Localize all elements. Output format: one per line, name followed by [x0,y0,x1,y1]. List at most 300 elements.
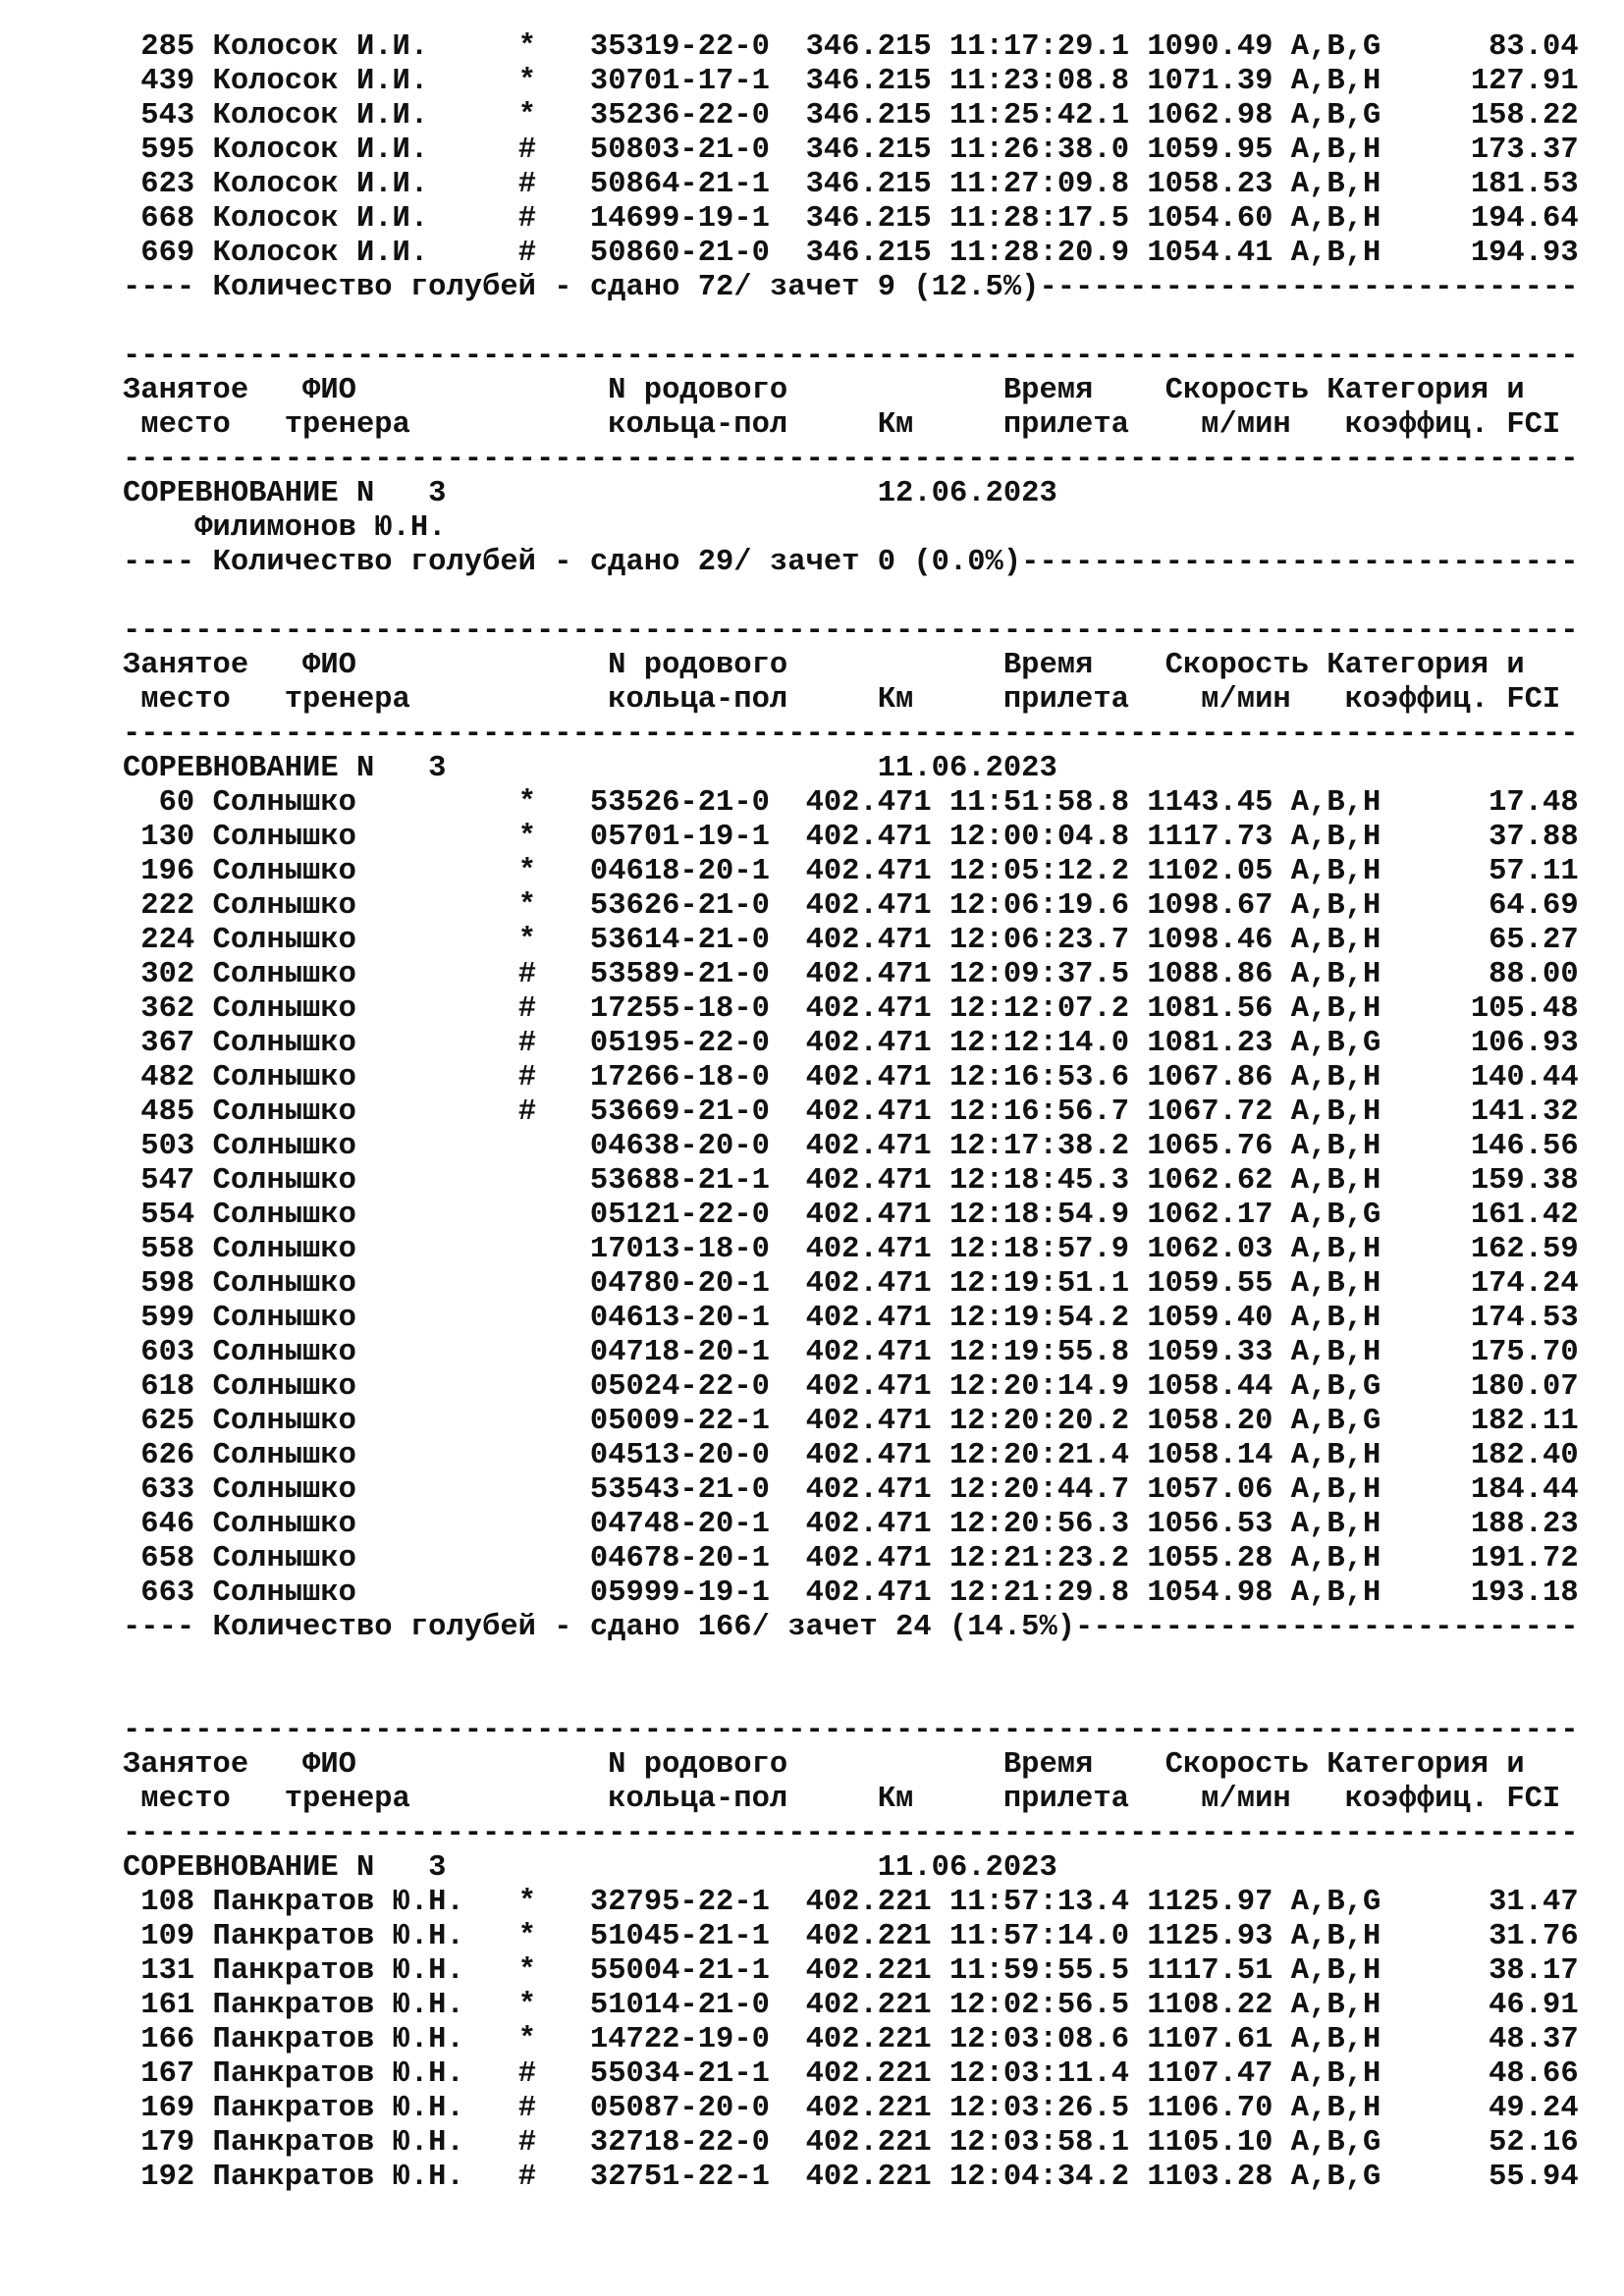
spacer [1129,1989,1147,2022]
result-row [123,821,1579,855]
trainer-cell: Колосок И.И. [212,99,518,133]
ring-cell: 04613-20-1 [589,1302,788,1335]
spacer [932,2023,949,2056]
mark-cell [518,1576,590,1610]
ring-cell: 35236-22-0 [589,99,788,133]
fci-cell: 158.22 [1470,99,1579,133]
spacer [1380,1886,1489,1919]
mark-cell [518,1405,590,1438]
mark-cell: * [517,65,590,98]
spacer [1129,2092,1147,2125]
trainer-cell: Колосок И.И. [212,168,518,201]
mark-cell: # [517,202,590,236]
spacer [1129,786,1147,820]
result-row [123,1370,1579,1405]
mark-cell [518,1130,590,1163]
km-cell: 346.215 [805,133,932,167]
km-cell: 402.221 [805,1886,932,1919]
spacer [1380,1954,1489,1988]
spacer [194,2057,212,2091]
trainer-cell: Солнышко [212,889,518,923]
category-cell: A,B,H [1290,2092,1381,2125]
spacer [932,1164,949,1198]
fci-cell: 140.44 [1470,1061,1579,1095]
trainer-cell: Солнышко [212,855,518,888]
fci-cell: 182.11 [1470,1405,1579,1438]
spacer [1272,1233,1290,1266]
spacer [932,30,949,64]
header-rule: --------------------------------------------------------------------------------- [123,443,1579,476]
fci-cell: 46.91 [1489,1989,1579,2022]
spacer [1380,1405,1471,1438]
result-row [123,1542,1579,1576]
category-cell: A,B,H [1290,1164,1381,1198]
spacer [194,1095,212,1129]
spacer [1272,889,1290,923]
spacer [787,992,805,1026]
speed-cell: 1098.46 [1147,924,1273,957]
spacer [787,237,805,270]
category-cell: A,B,G [1290,1199,1381,1232]
spacer [787,30,805,64]
result-row [123,1576,1579,1611]
category-cell: A,B,G [1290,99,1381,133]
result-row [123,237,1579,271]
competition-title: СОРЕВНОВАНИЕ N 3 [123,752,447,785]
spacer [1129,30,1147,64]
category-cell: A,B,H [1290,1576,1381,1610]
ring-cell: 32751-22-1 [589,2161,788,2194]
fci-cell: 127.91 [1470,65,1579,98]
trainer-cell: Панкратов Ю.Н. [212,1886,518,1919]
spacer [932,1576,949,1610]
speed-cell: 1062.98 [1147,99,1273,133]
category-cell: A,B,H [1290,1954,1381,1988]
speed-cell: 1107.61 [1147,2023,1273,2056]
spacer [787,2057,805,2091]
place-cell: 285 [123,30,195,64]
spacer [1380,1095,1471,1129]
trainer-cell: Колосок И.И. [212,30,518,64]
summary-line: ---- Количество голубей - сдано 72/ зачет 9 (12.5%)------------------------------ [123,271,1579,304]
km-cell: 402.471 [805,1095,932,1129]
spacer [1380,821,1489,854]
result-row [123,1989,1579,2023]
ring-cell: 04748-20-1 [589,1508,788,1541]
spacer [1272,786,1290,820]
result-row [123,1199,1579,1233]
mark-cell: * [517,889,590,923]
spacer [932,1233,949,1266]
category-cell: A,B,G [1290,2161,1381,2194]
km-cell: 402.221 [805,2161,932,2194]
km-cell: 346.215 [805,65,932,98]
spacer [932,65,949,98]
mark-cell: # [517,1095,590,1129]
spacer [1129,855,1147,888]
place-cell: 669 [123,237,195,270]
spacer [1129,2023,1147,2056]
place-cell: 646 [123,1508,195,1541]
trainer-cell: Панкратов Ю.Н. [212,2092,518,2125]
trainer-name [123,511,1579,546]
place-cell: 131 [123,1954,195,1988]
mark-cell: * [517,821,590,854]
spacer [1129,1164,1147,1198]
spacer [194,2023,212,2056]
spacer [787,1302,805,1335]
speed-cell: 1125.97 [1147,1886,1273,1919]
spacer [1272,1061,1290,1095]
spacer [194,1233,212,1266]
time-cell: 11:51:58.8 [949,786,1130,820]
fci-cell: 105.48 [1470,992,1579,1026]
category-cell: A,B,H [1290,1095,1381,1129]
place-cell: 503 [123,1130,195,1163]
place-cell: 633 [123,1473,195,1507]
spacer [1129,65,1147,98]
spacer [194,924,212,957]
trainer-cell: Солнышко [212,1370,518,1404]
mark-cell: # [517,2057,590,2091]
time-cell: 12:00:04.8 [949,821,1130,854]
km-cell: 402.221 [805,2057,932,2091]
spacer [1272,1302,1290,1335]
km-cell: 402.471 [805,1233,932,1266]
spacer [932,1095,949,1129]
spacer [1129,168,1147,201]
time-cell: 12:12:14.0 [949,1027,1130,1060]
spacer [446,477,877,510]
fci-cell: 184.44 [1470,1473,1579,1507]
fci-cell: 106.93 [1470,1027,1579,1060]
trainer-cell: Солнышко [212,1095,518,1129]
category-cell: A,B,H [1290,1061,1381,1095]
category-cell: A,B,H [1290,65,1381,98]
place-cell: 598 [123,1267,195,1301]
time-cell: 11:26:38.0 [949,133,1130,167]
trainer-cell: Солнышко [212,1130,518,1163]
trainer-cell: Солнышко [212,821,518,854]
spacer [932,821,949,854]
ring-cell: 14722-19-0 [589,2023,788,2056]
trainer-cell: Солнышко [212,1027,518,1060]
time-cell: 12:03:58.1 [949,2126,1130,2160]
ring-cell: 53543-21-0 [589,1473,788,1507]
speed-cell: 1058.14 [1147,1439,1273,1472]
result-row [123,958,1579,992]
spacer [194,202,212,236]
time-cell: 12:19:55.8 [949,1336,1130,1369]
spacer [932,1508,949,1541]
competition-line [123,477,1579,511]
results-document [123,30,1579,2195]
spacer [1272,2126,1290,2160]
speed-cell: 1056.53 [1147,1508,1273,1541]
spacer [1380,1267,1471,1301]
mark-cell [518,1267,590,1301]
speed-cell: 1062.17 [1147,1199,1273,1232]
spacer [1380,1061,1471,1095]
spacer [194,1405,212,1438]
place-cell: 482 [123,1061,195,1095]
spacer [787,1954,805,1988]
spacer [1380,1302,1471,1335]
place-cell: 547 [123,1164,195,1198]
km-cell: 402.471 [805,958,932,991]
trainer-cell: Солнышко [212,1267,518,1301]
time-cell: 12:06:23.7 [949,924,1130,957]
competition-date: 11.06.2023 [877,752,1057,785]
spacer [194,1267,212,1301]
ring-cell: 30701-17-1 [589,65,788,98]
fci-cell: 193.18 [1470,1576,1579,1610]
spacer [1129,924,1147,957]
km-cell: 402.221 [805,2126,932,2160]
km-cell: 402.471 [805,1199,932,1232]
spacer [1272,1954,1290,1988]
ring-cell: 51014-21-0 [589,1989,788,2022]
result-row [123,924,1579,958]
spacer [932,889,949,923]
result-row [123,855,1579,889]
time-cell: 11:59:55.5 [949,1954,1130,1988]
speed-cell: 1117.73 [1147,821,1273,854]
km-cell: 402.471 [805,924,932,957]
speed-cell: 1107.47 [1147,2057,1273,2091]
category-cell: A,B,H [1290,2023,1381,2056]
place-cell: 161 [123,1989,195,2022]
category-cell: A,B,H [1290,202,1381,236]
speed-cell: 1065.76 [1147,1130,1273,1163]
spacer [787,1439,805,1472]
spacer [194,1302,212,1335]
competition-date: 11.06.2023 [877,1851,1057,1885]
table-header-line2: место тренера кольца-пол Км прилета м/мин коэффиц. FCI [123,408,1561,442]
trainer-cell: Солнышко [212,1199,518,1232]
time-cell: 12:19:54.2 [949,1302,1130,1335]
km-cell: 346.215 [805,168,932,201]
result-row [123,65,1579,99]
speed-cell: 1088.86 [1147,958,1273,991]
spacer [1272,168,1290,201]
spacer [1272,65,1290,98]
spacer [194,1130,212,1163]
mark-cell: # [517,2092,590,2125]
spacer [1272,1886,1290,1919]
spacer [1380,1199,1471,1232]
ring-cell: 35319-22-0 [589,30,788,64]
place-cell: 60 [123,786,195,820]
result-row [123,2023,1579,2057]
mark-cell: # [517,168,590,201]
spacer [932,1886,949,1919]
fci-cell: 31.47 [1489,1886,1579,1919]
trainer-cell: Солнышко [212,1473,518,1507]
fci-cell: 180.07 [1470,1370,1579,1404]
spacer [194,237,212,270]
fci-cell: 57.11 [1489,855,1579,888]
time-cell: 12:06:19.6 [949,889,1130,923]
fci-cell: 88.00 [1489,958,1579,991]
spacer [932,2126,949,2160]
mark-cell: * [517,99,590,133]
spacer [194,992,212,1026]
spacer [1129,1130,1147,1163]
spacer [932,924,949,957]
km-cell: 402.471 [805,1473,932,1507]
place-cell: 603 [123,1336,195,1369]
result-row [123,1061,1579,1095]
place-cell: 663 [123,1576,195,1610]
time-cell: 11:17:29.1 [949,30,1130,64]
spacer [1129,2161,1147,2194]
place-cell: 367 [123,1027,195,1060]
time-cell: 11:25:42.1 [949,99,1130,133]
result-row [123,992,1579,1027]
blank-line [123,1645,1579,1680]
spacer [1380,1439,1471,1472]
mark-cell: * [517,786,590,820]
spacer [787,1336,805,1369]
spacer [932,1920,949,1953]
place-cell: 595 [123,133,195,167]
speed-cell: 1081.56 [1147,992,1273,1026]
spacer [1272,2161,1290,2194]
spacer [1380,99,1471,133]
ring-cell: 04678-20-1 [589,1542,788,1575]
spacer [1380,1233,1471,1266]
place-cell: 130 [123,821,195,854]
spacer [1380,1027,1471,1060]
fci-cell: 181.53 [1470,168,1579,201]
fci-cell: 31.76 [1489,1920,1579,1953]
trainer-cell: Колосок И.И. [212,202,518,236]
time-cell: 12:20:21.4 [949,1439,1130,1472]
spacer [1129,1267,1147,1301]
spacer [787,1576,805,1610]
category-cell: A,B,H [1290,237,1381,270]
place-cell: 439 [123,65,195,98]
spacer [194,1370,212,1404]
km-cell: 346.215 [805,237,932,270]
table-header-line1: Занятое ФИО N родового Время Скорость Категория и [123,374,1525,407]
ring-cell: 55034-21-1 [589,2057,788,2091]
blank-line [123,305,1579,340]
fci-cell: 174.24 [1470,1267,1579,1301]
place-cell: 558 [123,1233,195,1266]
speed-cell: 1071.39 [1147,65,1273,98]
time-cell: 12:20:14.9 [949,1370,1130,1404]
trainer-cell: Панкратов Ю.Н. [212,1954,518,1988]
mark-cell [518,1336,590,1369]
fci-cell: 48.37 [1489,2023,1579,2056]
speed-cell: 1106.70 [1147,2092,1273,2125]
km-cell: 402.471 [805,1302,932,1335]
spacer [1272,821,1290,854]
km-cell: 402.221 [805,1920,932,1953]
category-cell: A,B,H [1290,1267,1381,1301]
spacer [1129,2126,1147,2160]
competition-line [123,1851,1579,1886]
spacer [1129,1061,1147,1095]
fci-cell: 141.32 [1470,1095,1579,1129]
spacer [194,2092,212,2125]
km-cell: 402.471 [805,1061,932,1095]
km-cell: 402.471 [805,821,932,854]
spacer [1129,237,1147,270]
speed-cell: 1059.55 [1147,1267,1273,1301]
time-cell: 12:12:07.2 [949,992,1130,1026]
spacer [194,889,212,923]
place-cell: 169 [123,2092,195,2125]
speed-cell: 1062.03 [1147,1233,1273,1266]
time-cell: 12:02:56.5 [949,1989,1130,2022]
spacer [194,1576,212,1610]
speed-cell: 1081.23 [1147,1027,1273,1060]
fci-cell: 55.94 [1489,2161,1579,2194]
spacer [194,2126,212,2160]
spacer [932,1130,949,1163]
spacer [1272,1199,1290,1232]
speed-cell: 1117.51 [1147,1954,1273,1988]
mark-cell: * [517,30,590,64]
spacer [1129,1095,1147,1129]
mark-cell: # [517,237,590,270]
spacer [787,2092,805,2125]
time-cell: 11:27:09.8 [949,168,1130,201]
spacer [787,1405,805,1438]
header-rule: --------------------------------------------------------------------------------- [123,340,1579,373]
ring-cell: 04638-20-0 [589,1130,788,1163]
spacer [1129,889,1147,923]
spacer [1129,133,1147,167]
spacer [1272,30,1290,64]
spacer [932,2057,949,2091]
spacer [1272,958,1290,991]
spacer [932,1027,949,1060]
mark-cell: # [517,133,590,167]
place-cell: 224 [123,924,195,957]
speed-cell: 1105.10 [1147,2126,1273,2160]
ring-cell: 51045-21-1 [589,1920,788,1953]
spacer [932,133,949,167]
category-cell: A,B,H [1290,1473,1381,1507]
spacer [1129,1886,1147,1919]
summary-line: ---- Количество голубей - сдано 29/ зачет 0 (0.0%)------------------------------- [123,546,1579,579]
trainer-cell: Солнышко [212,1576,518,1610]
spacer [932,1061,949,1095]
trainer-cell: Солнышко [212,1508,518,1541]
speed-cell: 1055.28 [1147,1542,1273,1575]
spacer [932,1473,949,1507]
spacer [1129,1302,1147,1335]
ring-cell: 14699-19-1 [589,202,788,236]
spacer [194,65,212,98]
table-header-line2: место тренера кольца-пол Км прилета м/мин коэффиц. FCI [123,683,1561,717]
mark-cell [518,1199,590,1232]
spacer [1380,1473,1471,1507]
km-cell: 402.471 [805,1508,932,1541]
time-cell: 12:19:51.1 [949,1267,1130,1301]
spacer [1129,1920,1147,1953]
result-row [123,2161,1579,2195]
spacer [194,1989,212,2022]
spacer [932,1439,949,1472]
spacer [1380,2161,1489,2194]
category-cell: A,B,H [1290,1130,1381,1163]
ring-cell: 04780-20-1 [589,1267,788,1301]
